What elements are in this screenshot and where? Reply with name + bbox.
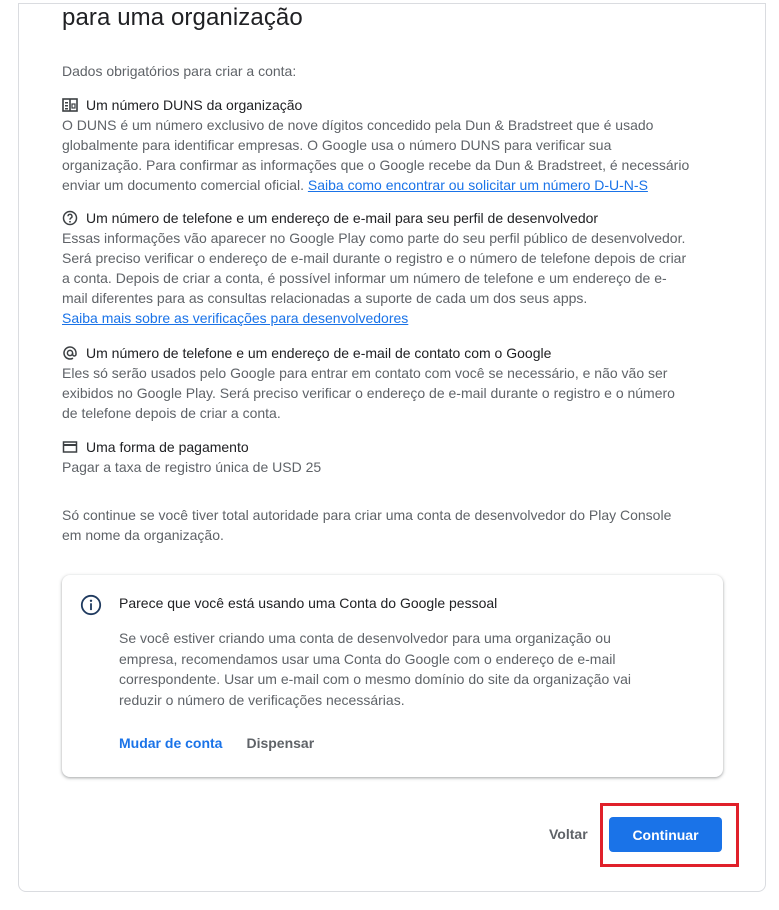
continue-button[interactable]: Continuar (609, 817, 722, 852)
section-heading (62, 208, 727, 228)
credit-card-icon (62, 439, 78, 455)
alert-body (119, 628, 659, 710)
dismiss-button[interactable]: Dispensar (246, 735, 315, 751)
section-heading-text: Um número de telefone e um endereço de e-mail para seu perfil de desenvolvedor (86, 210, 599, 226)
alert-line: correspondente. Usar um e-mail com o mesmo domínio do site da organização vai (119, 671, 632, 687)
notice-line: Só continue se você tiver total autoridade para criar uma conta de desenvolvedor do Play Console (62, 507, 672, 523)
duns-help-link[interactable]: Saiba como encontrar ou solicitar um número D-U-N-S (307, 177, 648, 193)
body-line: exibidos no Google Play. Será preciso verificar o endereço de e-mail durante o registro e o número (62, 385, 675, 401)
alert-actions (119, 735, 314, 751)
section-body (62, 115, 727, 195)
section-body (62, 457, 727, 477)
intro-text: Dados obrigatórios para criar a conta: (62, 63, 297, 79)
body-line: Pagar a taxa de registro única de USD 25 (62, 459, 322, 475)
section-duns (62, 95, 727, 195)
back-button[interactable]: Voltar (549, 826, 588, 842)
section-heading (62, 437, 727, 457)
at-sign-icon (62, 345, 78, 361)
body-line: de telefone depois de criar a conta. (62, 405, 281, 421)
building-icon (62, 97, 78, 113)
section-heading-text: Uma forma de pagamento (86, 439, 249, 455)
body-line: Será preciso verificar o endereço de e-mail durante o registro e o número de telefone depois de criar (62, 250, 687, 266)
body-line: mail diferentes para as consultas relacionadas a suporte de cada um dos seus apps. (62, 290, 588, 306)
body-line: organização. Para confirmar as informações que o Google recebe da Dun & Bradstreet, é necessário (62, 157, 690, 173)
page-title: para uma organização (62, 4, 303, 31)
section-body (62, 228, 727, 328)
section-heading (62, 95, 727, 115)
alert-line: empresa, recomendamos usar uma Conta do Google com o endereço de e-mail (119, 650, 616, 667)
developer-verification-link[interactable]: Saiba mais sobre as verificações para desenvolvedores (62, 310, 409, 326)
info-icon (80, 594, 102, 616)
body-line: globalmente para identificar empresas. O Google usa o número DUNS para verificar sua (62, 137, 612, 153)
body-line: Essas informações vão aparecer no Google Play como parte do seu perfil público de desenvolvedor. (62, 230, 686, 246)
switch-account-button[interactable]: Mudar de conta (119, 735, 223, 751)
alert-line: reduzir o número de verificações necessárias. (119, 691, 405, 708)
section-body (62, 363, 727, 423)
help-circle-icon (62, 210, 78, 226)
authority-notice (62, 505, 727, 545)
section-heading-text: Um número de telefone e um endereço de e-mail de contato com o Google (86, 345, 552, 361)
body-line: enviar um documento comercial oficial. (62, 177, 304, 193)
section-heading (62, 343, 727, 363)
alert-line: Se você estiver criando uma conta de desenvolvedor para uma organização ou (119, 630, 611, 646)
section-payment (62, 437, 727, 477)
body-line: a conta. Depois de criar a conta, é possível informar um número de telefone e um endereço de e- (62, 270, 667, 286)
section-heading-text: Um número DUNS da organização (86, 97, 303, 113)
body-line: Eles só serão usados pelo Google para entrar em contato com você se necessário, e não vão ser (62, 365, 668, 381)
personal-account-alert (62, 575, 723, 777)
body-line: O DUNS é um número exclusivo de nove dígitos concedido pela Dun & Bradstreet que é usado (62, 117, 654, 133)
alert-title: Parece que você está usando uma Conta do Google pessoal (119, 595, 498, 611)
section-google-contact (62, 343, 727, 423)
notice-line: em nome da organização. (62, 527, 224, 543)
section-developer-profile (62, 208, 727, 328)
